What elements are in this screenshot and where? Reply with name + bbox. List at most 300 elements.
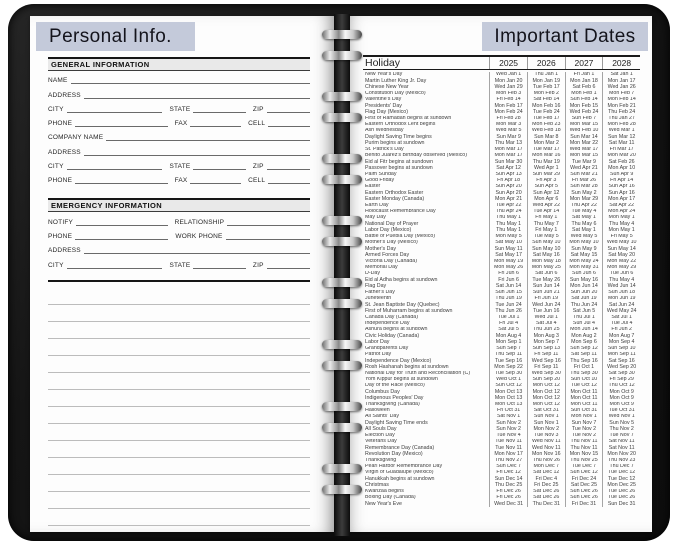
field-label: STATE	[169, 105, 191, 113]
holiday-date: Sun May 10	[527, 240, 565, 246]
holiday-date: Sun Apr 20	[489, 184, 527, 190]
holiday-date: Thu Mar 13	[489, 140, 527, 146]
holiday-date: Sun Mar 28	[565, 184, 603, 190]
spiral-ring	[322, 237, 362, 246]
holiday-date: Sat May 20	[602, 252, 640, 258]
holiday-date: Sun Jun 21	[527, 290, 565, 296]
holiday-date: Thu Nov 2	[602, 426, 640, 432]
spiral-ring	[322, 216, 362, 225]
holiday-date: Sun Apr 20	[489, 190, 527, 196]
holiday-date: Mon Jun 14	[565, 283, 603, 289]
holiday-date: Tue Nov 11	[489, 445, 527, 451]
holiday-date: Wed Jun 14	[602, 283, 640, 289]
holiday-date: Fri Jun 6	[489, 277, 527, 283]
holiday-date: Mon Oct 13	[489, 395, 527, 401]
holiday-date: Fri May 1	[527, 227, 565, 233]
holiday-date: Sun Mar 12	[602, 134, 640, 140]
holiday-date: Sat Jul 4	[527, 321, 565, 327]
holiday-date: Mon Mar 17	[489, 153, 527, 159]
holiday-date: Tue Nov 2	[565, 433, 603, 439]
holiday-date: Sun Dec 7	[489, 464, 527, 470]
holiday-date: Wed May 5	[565, 234, 603, 240]
field-line	[227, 224, 310, 226]
holiday-name: Ashura begins at sundown	[365, 326, 428, 333]
holiday-date: Sun Nov 2	[489, 426, 527, 432]
form-row	[48, 212, 310, 226]
holiday-date: Mon Feb 16	[527, 103, 565, 109]
holiday-name: Daylight Saving Time ends	[365, 420, 428, 426]
holiday-date: Thu May 4	[602, 277, 640, 283]
right-page-title-bar	[482, 22, 648, 51]
holiday-date: Sun Nov 1	[527, 414, 565, 420]
holiday-date: Mon May 22	[602, 259, 640, 265]
holiday-date: Mon Aug 2	[565, 333, 603, 339]
holiday-date: Tue Sep 16	[489, 358, 527, 364]
holiday-date: Mon Nov 1	[565, 414, 603, 420]
holiday-name: Easter	[365, 183, 381, 190]
holiday-date: Thu Apr 24	[489, 209, 527, 215]
holiday-date: Mon Oct 12	[527, 402, 565, 408]
dates-table-body	[363, 72, 640, 507]
spiral-ring	[322, 485, 362, 494]
holiday-date: Tue Apr 22	[489, 203, 527, 209]
holiday-date: Sun Mar 21	[565, 172, 603, 178]
field-label: RELATIONSHIP	[174, 218, 225, 226]
holiday-date: Fri Apr 14	[602, 178, 640, 184]
holiday-date: Fri Jun 2	[602, 327, 640, 333]
form-row	[48, 71, 310, 85]
holiday-date: Mon Nov 20	[602, 451, 640, 457]
field-label: CITY	[48, 163, 64, 171]
holiday-name: Rosh Hashanah begins at sundown	[365, 364, 449, 370]
holiday-name: First of Ramadan begins at sundown	[365, 115, 452, 121]
holiday-date: Thu Dec 25	[489, 482, 527, 488]
holiday-date: Mon Jan 19	[527, 78, 565, 84]
holiday-date: Fri Sep 11	[527, 352, 565, 358]
holiday-name: New Year's Eve	[365, 501, 402, 507]
holiday-date: Mon Apr 21	[489, 196, 527, 202]
holiday-date: Tue Nov 7	[602, 433, 640, 439]
holiday-date: Sat Feb 6	[565, 84, 603, 90]
holiday-date: Sun Oct 10	[565, 377, 603, 383]
field-line	[75, 182, 167, 184]
holiday-name: Independence Day	[365, 320, 410, 327]
holiday-date: Mon Mar 29	[565, 196, 603, 202]
spiral-ring	[322, 154, 362, 163]
holiday-date: Sun Dec 12	[565, 470, 603, 476]
field-line	[84, 97, 310, 99]
holiday-date: Thu May 1	[489, 215, 527, 221]
form-row	[48, 142, 310, 156]
blank-ruled-line	[48, 407, 310, 424]
holiday-date: Fri Dec 12	[489, 470, 527, 476]
blank-ruled-line	[48, 458, 310, 475]
holiday-date: Mon Jun 19	[602, 296, 640, 302]
right-page-title: Important Dates	[494, 25, 636, 47]
holiday-date: Sat May 17	[489, 252, 527, 258]
field-line	[76, 224, 168, 226]
holiday-date: Wed Sep 30	[527, 371, 565, 377]
holiday-date: Wed May 24	[602, 308, 640, 314]
holiday-name: National Day for Truth and Reconciliation (C)	[365, 370, 471, 376]
field-line	[193, 168, 245, 170]
field-line	[226, 238, 310, 240]
holiday-name: Independence Day (Mexico)	[365, 358, 432, 364]
holiday-date: Fri Jun 19	[527, 296, 565, 302]
holiday-date: Thu Sep 30	[565, 371, 603, 377]
holiday-date: Sat Feb 14	[527, 97, 565, 103]
holiday-name: Benito Juarez's Birthday observed (Mexico)	[365, 152, 467, 159]
holiday-date: Mon May 19	[489, 259, 527, 265]
holiday-date: Sat Jul 1	[602, 315, 640, 321]
holiday-date: Sat Jul 5	[489, 327, 527, 333]
holiday-date: Sat Feb 26	[602, 159, 640, 165]
holiday-date: Sun Sep 7	[489, 346, 527, 352]
field-line	[67, 111, 163, 113]
holiday-date: Sun Sep 10	[602, 346, 640, 352]
holiday-date: Sun Mar 30	[489, 159, 527, 165]
holiday-name: Presidents' Day	[365, 103, 402, 109]
field-label: FAX	[174, 177, 188, 185]
holiday-name: First of Muharram begins at sundown	[365, 308, 453, 314]
holiday-date: Sun Jun 6	[565, 271, 603, 277]
holiday-date: Tue Jun 6	[602, 271, 640, 277]
field-line	[75, 238, 168, 240]
holiday-date: Tue Mar 17	[527, 147, 565, 153]
holiday-date: Sun Feb 14	[565, 97, 603, 103]
section-heading: GENERAL INFORMATION	[48, 57, 310, 71]
holiday-name: Juneteenth	[365, 295, 392, 302]
field-label: ZIP	[252, 261, 264, 269]
holiday-date: Thu Jan 27	[602, 116, 640, 122]
holiday-date: Sun Apr 13	[489, 172, 527, 178]
field-label: CITY	[48, 105, 64, 113]
year-column-header: 2026	[527, 57, 565, 69]
holiday-date: Tue Nov 4	[489, 433, 527, 439]
holiday-row	[363, 501, 640, 507]
holiday-date: Tue Sep 30	[489, 371, 527, 377]
field-line	[190, 125, 241, 127]
field-line	[193, 267, 245, 269]
holiday-date: Fri Sep 29	[602, 377, 640, 383]
holiday-date: Sat Apr 12	[489, 165, 527, 171]
holiday-date: Fri Oct 31	[489, 408, 527, 414]
field-label: COMPANY NAME	[48, 134, 104, 142]
holiday-date: Sat Dec 26	[527, 489, 565, 495]
blank-ruled-line	[48, 509, 310, 526]
holiday-date: Tue May 26	[527, 277, 565, 283]
holiday-date: Thu Jan 1	[527, 72, 565, 78]
holiday-date: Wed Jan 1	[489, 72, 527, 78]
holiday-date: Mon Apr 17	[602, 196, 640, 202]
holiday-date: Sun Nov 1	[527, 420, 565, 426]
holiday-date: Sat Jun 24	[602, 302, 640, 308]
holiday-date: Mon Apr 24	[602, 209, 640, 215]
holiday-name: All Saints' Day	[365, 414, 399, 420]
holiday-date: Sun Dec 26	[565, 495, 603, 501]
holiday-date: Sat May 16	[527, 252, 565, 258]
field-label: CELL	[248, 120, 266, 128]
holiday-name: Canada Day (Canada)	[365, 314, 418, 320]
holiday-date: Thu Nov 26	[527, 458, 565, 464]
holiday-name: Easter Monday (Canada)	[365, 196, 425, 202]
spiral-ring	[322, 464, 362, 473]
holiday-date: Mon Feb 1	[565, 91, 603, 97]
holiday-date: Wed Mar 5	[489, 128, 527, 134]
holiday-date: Sun Dec 26	[565, 489, 603, 495]
holiday-date: Thu Jul 1	[565, 315, 603, 321]
holiday-date: Mon Mar 2	[527, 140, 565, 146]
holiday-date: Mon Apr 10	[602, 165, 640, 171]
holiday-date: Wed Mar 1	[602, 128, 640, 134]
right-page	[342, 16, 652, 532]
holiday-date: Fri Jun 6	[489, 271, 527, 277]
holiday-date: Mon Feb 3	[489, 91, 527, 97]
holiday-date: Mon Aug 7	[602, 333, 640, 339]
holiday-date: Mon May 1	[602, 215, 640, 221]
holiday-date: Mon Oct 12	[527, 389, 565, 395]
holiday-date: Tue Dec 12	[602, 470, 640, 476]
holiday-name: Grandparents Day	[365, 345, 409, 352]
holiday-name: Labor Day	[365, 339, 390, 345]
holiday-name: National Day of Prayer	[365, 221, 419, 227]
personal-info-form	[48, 57, 310, 526]
holiday-name: Memorial Day	[365, 264, 398, 271]
holiday-name: Holocaust Remembrance Day	[365, 208, 436, 215]
holiday-date: Sat Nov 1	[489, 414, 527, 420]
spiral-ring	[322, 278, 362, 287]
field-line	[193, 111, 245, 113]
holiday-date: Tue Jul 4	[602, 321, 640, 327]
holiday-date: Sat Jun 5	[565, 308, 603, 314]
holiday-date: Sun Sep 20	[527, 377, 565, 383]
holiday-name: Yom Kippur begins at sundown	[365, 376, 438, 383]
holiday-date: Wed Feb 10	[565, 128, 603, 134]
holiday-name: Kwanzaa begins	[365, 488, 404, 495]
holiday-date: Mon Aug 3	[527, 333, 565, 339]
holiday-date: Tue Oct 12	[565, 383, 603, 389]
holiday-date: Mon Sep 1	[489, 339, 527, 345]
holiday-date: Thu Mar 19	[527, 159, 565, 165]
holiday-date: Sun May 10	[527, 246, 565, 252]
field-label: ADDRESS	[48, 91, 81, 99]
holiday-date: Sun Jun 15	[489, 290, 527, 296]
holiday-date: Mon Jan 20	[489, 78, 527, 84]
holiday-name: Valentine's Day	[365, 96, 402, 103]
holiday-date: Thu Sep 16	[565, 358, 603, 364]
holiday-date: Mon Sep 4	[602, 339, 640, 345]
field-label: WORK PHONE	[175, 232, 223, 240]
spiral-ring	[322, 402, 362, 411]
holiday-date: Mon Mar 22	[565, 140, 603, 146]
holiday-name: Civic Holiday (Canada)	[365, 333, 420, 339]
holiday-name: Thanksgiving (Canada)	[365, 401, 420, 408]
holiday-date: Mon Aug 4	[489, 333, 527, 339]
left-page-title-bar	[36, 22, 195, 51]
holiday-name: Martin Luther King Jr. Day	[365, 78, 427, 84]
section-divider	[48, 280, 310, 282]
holiday-date: Fri Oct 1	[565, 364, 603, 370]
holiday-date: Sun Jun 18	[602, 290, 640, 296]
blank-ruled-line	[48, 356, 310, 373]
form-row	[48, 100, 310, 114]
holiday-name: Father's Day	[365, 289, 395, 296]
holiday-date: Wed Feb 18	[527, 128, 565, 134]
holiday-date: Thu Oct 12	[602, 383, 640, 389]
blank-ruled-line	[48, 339, 310, 356]
holiday-name: St. Patrick's Day	[365, 146, 404, 153]
holiday-date: Fri Dec 25	[527, 482, 565, 488]
year-column-header: 2027	[565, 57, 603, 69]
holiday-date: Mon Oct 12	[527, 395, 565, 401]
blank-ruled-line	[48, 492, 310, 509]
holiday-name: Labor Day (Mexico)	[365, 227, 412, 233]
holiday-date: Sat Sep 16	[602, 358, 640, 364]
holiday-date: Mon Oct 9	[602, 402, 640, 408]
spiral-ring	[322, 113, 362, 122]
field-line	[71, 82, 310, 84]
holiday-date: Sat Dec 25	[565, 482, 603, 488]
holiday-date: Mon Oct 9	[602, 389, 640, 395]
holiday-name: All Souls Day	[365, 426, 397, 432]
year-column-header: 2025	[489, 57, 527, 69]
holiday-name: Halloween	[365, 407, 390, 414]
holiday-date: Sun Apr 16	[602, 184, 640, 190]
holiday-date: Wed Apr 1	[527, 165, 565, 171]
holiday-date: Wed Apr 22	[527, 203, 565, 209]
form-row	[48, 227, 310, 241]
holiday-name: Remembrance Day (Canada)	[365, 445, 435, 451]
field-line	[106, 139, 310, 141]
holiday-date: Sat May 1	[565, 227, 603, 233]
holiday-date: Sat Jun 14	[489, 283, 527, 289]
holiday-date: Thu Nov 27	[489, 458, 527, 464]
field-label: PHONE	[48, 120, 73, 128]
field-line	[84, 154, 310, 156]
form-row	[48, 128, 310, 142]
holiday-name: Daylight Saving Time begins	[365, 134, 432, 140]
holiday-date: Thu Nov 11	[565, 439, 603, 445]
holiday-date: Mon Oct 11	[565, 402, 603, 408]
holiday-date: Fri Dec 24	[565, 476, 603, 482]
holiday-date: Mon Mar 17	[489, 147, 527, 153]
holiday-date: Mon May 25	[527, 265, 565, 271]
holiday-name: Armed Forces Day	[365, 252, 410, 258]
spiral-ring	[322, 30, 362, 39]
holiday-date: Mon Dec 7	[527, 464, 565, 470]
holiday-name: Ash Wednesday	[365, 127, 404, 134]
holiday-date: Mon Dec 25	[602, 482, 640, 488]
holiday-name: Palm Sunday	[365, 171, 397, 177]
holiday-date: Mon Mar 3	[489, 122, 527, 128]
holiday-date: Mon Feb 24	[489, 109, 527, 115]
holiday-date: Sat Dec 12	[527, 470, 565, 476]
holiday-date: Sun Nov 7	[565, 420, 603, 426]
holiday-date: Fri May 1	[527, 215, 565, 221]
holiday-date: Mon May 10	[565, 240, 603, 246]
holiday-date: Mon Oct 13	[489, 389, 527, 395]
holiday-name: Flag Day (Mexico)	[365, 109, 408, 115]
blank-ruled-line	[48, 322, 310, 339]
holiday-date: Wed Nov 11	[527, 445, 565, 451]
holiday-date: Thu May 4	[602, 221, 640, 227]
holiday-date: Mon May 26	[489, 265, 527, 271]
holiday-name: D-Day	[365, 271, 381, 277]
holiday-date: Sun May 2	[565, 190, 603, 196]
holiday-date: Sun Oct 12	[489, 383, 527, 389]
form-row	[48, 157, 310, 171]
holiday-date: Thu Dec 7	[602, 464, 640, 470]
holiday-date: Fri Apr 18	[489, 178, 527, 184]
holiday-date: Sun Jun 14	[527, 283, 565, 289]
holiday-date: Thu Nov 11	[565, 445, 603, 451]
holiday-date: Tue May 5	[527, 234, 565, 240]
holiday-date: Wed Nov 1	[602, 414, 640, 420]
field-line	[267, 111, 310, 113]
holiday-date: Thu Dec 31	[527, 501, 565, 507]
holiday-name: Eastern Orthodox Easter	[365, 190, 424, 196]
holiday-date: Sun Sep 12	[565, 346, 603, 352]
holiday-name: Columbus Day	[365, 389, 400, 395]
field-label: ADDRESS	[48, 148, 81, 156]
holiday-date: Sun Mar 9	[489, 134, 527, 140]
holiday-date: Tue Feb 17	[527, 116, 565, 122]
holiday-name: Virgin of Guadalupe (Mexico)	[365, 470, 434, 476]
holiday-date: Mon Oct 12	[527, 383, 565, 389]
holiday-name: Constitution Day (Mexico)	[365, 90, 426, 97]
holiday-date: Thu May 7	[527, 221, 565, 227]
holiday-date: Thu Feb 24	[602, 109, 640, 115]
holiday-date: Thu Jun 26	[489, 308, 527, 314]
holiday-name: Revolution Day (Mexico)	[365, 451, 423, 457]
holiday-date: Mon Nov 2	[527, 426, 565, 432]
holiday-date: Sat Nov 11	[602, 439, 640, 445]
blank-ruled-line	[48, 424, 310, 441]
field-label: NAME	[48, 77, 68, 85]
holiday-date: Mon Feb 28	[602, 122, 640, 128]
holiday-date: Mon Jun 14	[565, 327, 603, 333]
holiday-date: Tue May 4	[565, 209, 603, 215]
holiday-name: Christmas	[365, 482, 389, 488]
holiday-date: Fri Dec 4	[527, 476, 565, 482]
blank-ruled-line	[48, 288, 310, 305]
left-page	[30, 16, 336, 532]
holiday-date: Sat Apr 22	[602, 203, 640, 209]
holiday-date: Fri Feb 14	[489, 97, 527, 103]
holiday-date: Sun Apr 16	[602, 190, 640, 196]
holiday-name: Hanukkah begins at sundown	[365, 476, 435, 482]
holiday-date: Sat May 10	[489, 240, 527, 246]
form-row	[48, 114, 310, 128]
holiday-date: Mon Mar 15	[565, 122, 603, 128]
holiday-name: Day of the Race (Mexico)	[365, 382, 425, 389]
spiral-ring	[322, 51, 362, 60]
holiday-date: Sun Apr 9	[602, 172, 640, 178]
holiday-name: Purim begins at sundown	[365, 140, 425, 146]
holiday-date: Tue Oct 31	[602, 408, 640, 414]
field-line	[67, 168, 163, 170]
holiday-date: Thu Jun 25	[527, 327, 565, 333]
holiday-date: Fri May 5	[602, 234, 640, 240]
holiday-date: Thu Nov 25	[565, 458, 603, 464]
holiday-date: Fri Sep 11	[527, 364, 565, 370]
holiday-date: Sun Jul 4	[565, 321, 603, 327]
holiday-date: Mon Feb 7	[602, 91, 640, 97]
field-line	[84, 252, 310, 254]
holiday-name: May Day	[365, 215, 386, 221]
holiday-date: Fri Jul 4	[489, 321, 527, 327]
holiday-date: Sun May 11	[489, 246, 527, 252]
